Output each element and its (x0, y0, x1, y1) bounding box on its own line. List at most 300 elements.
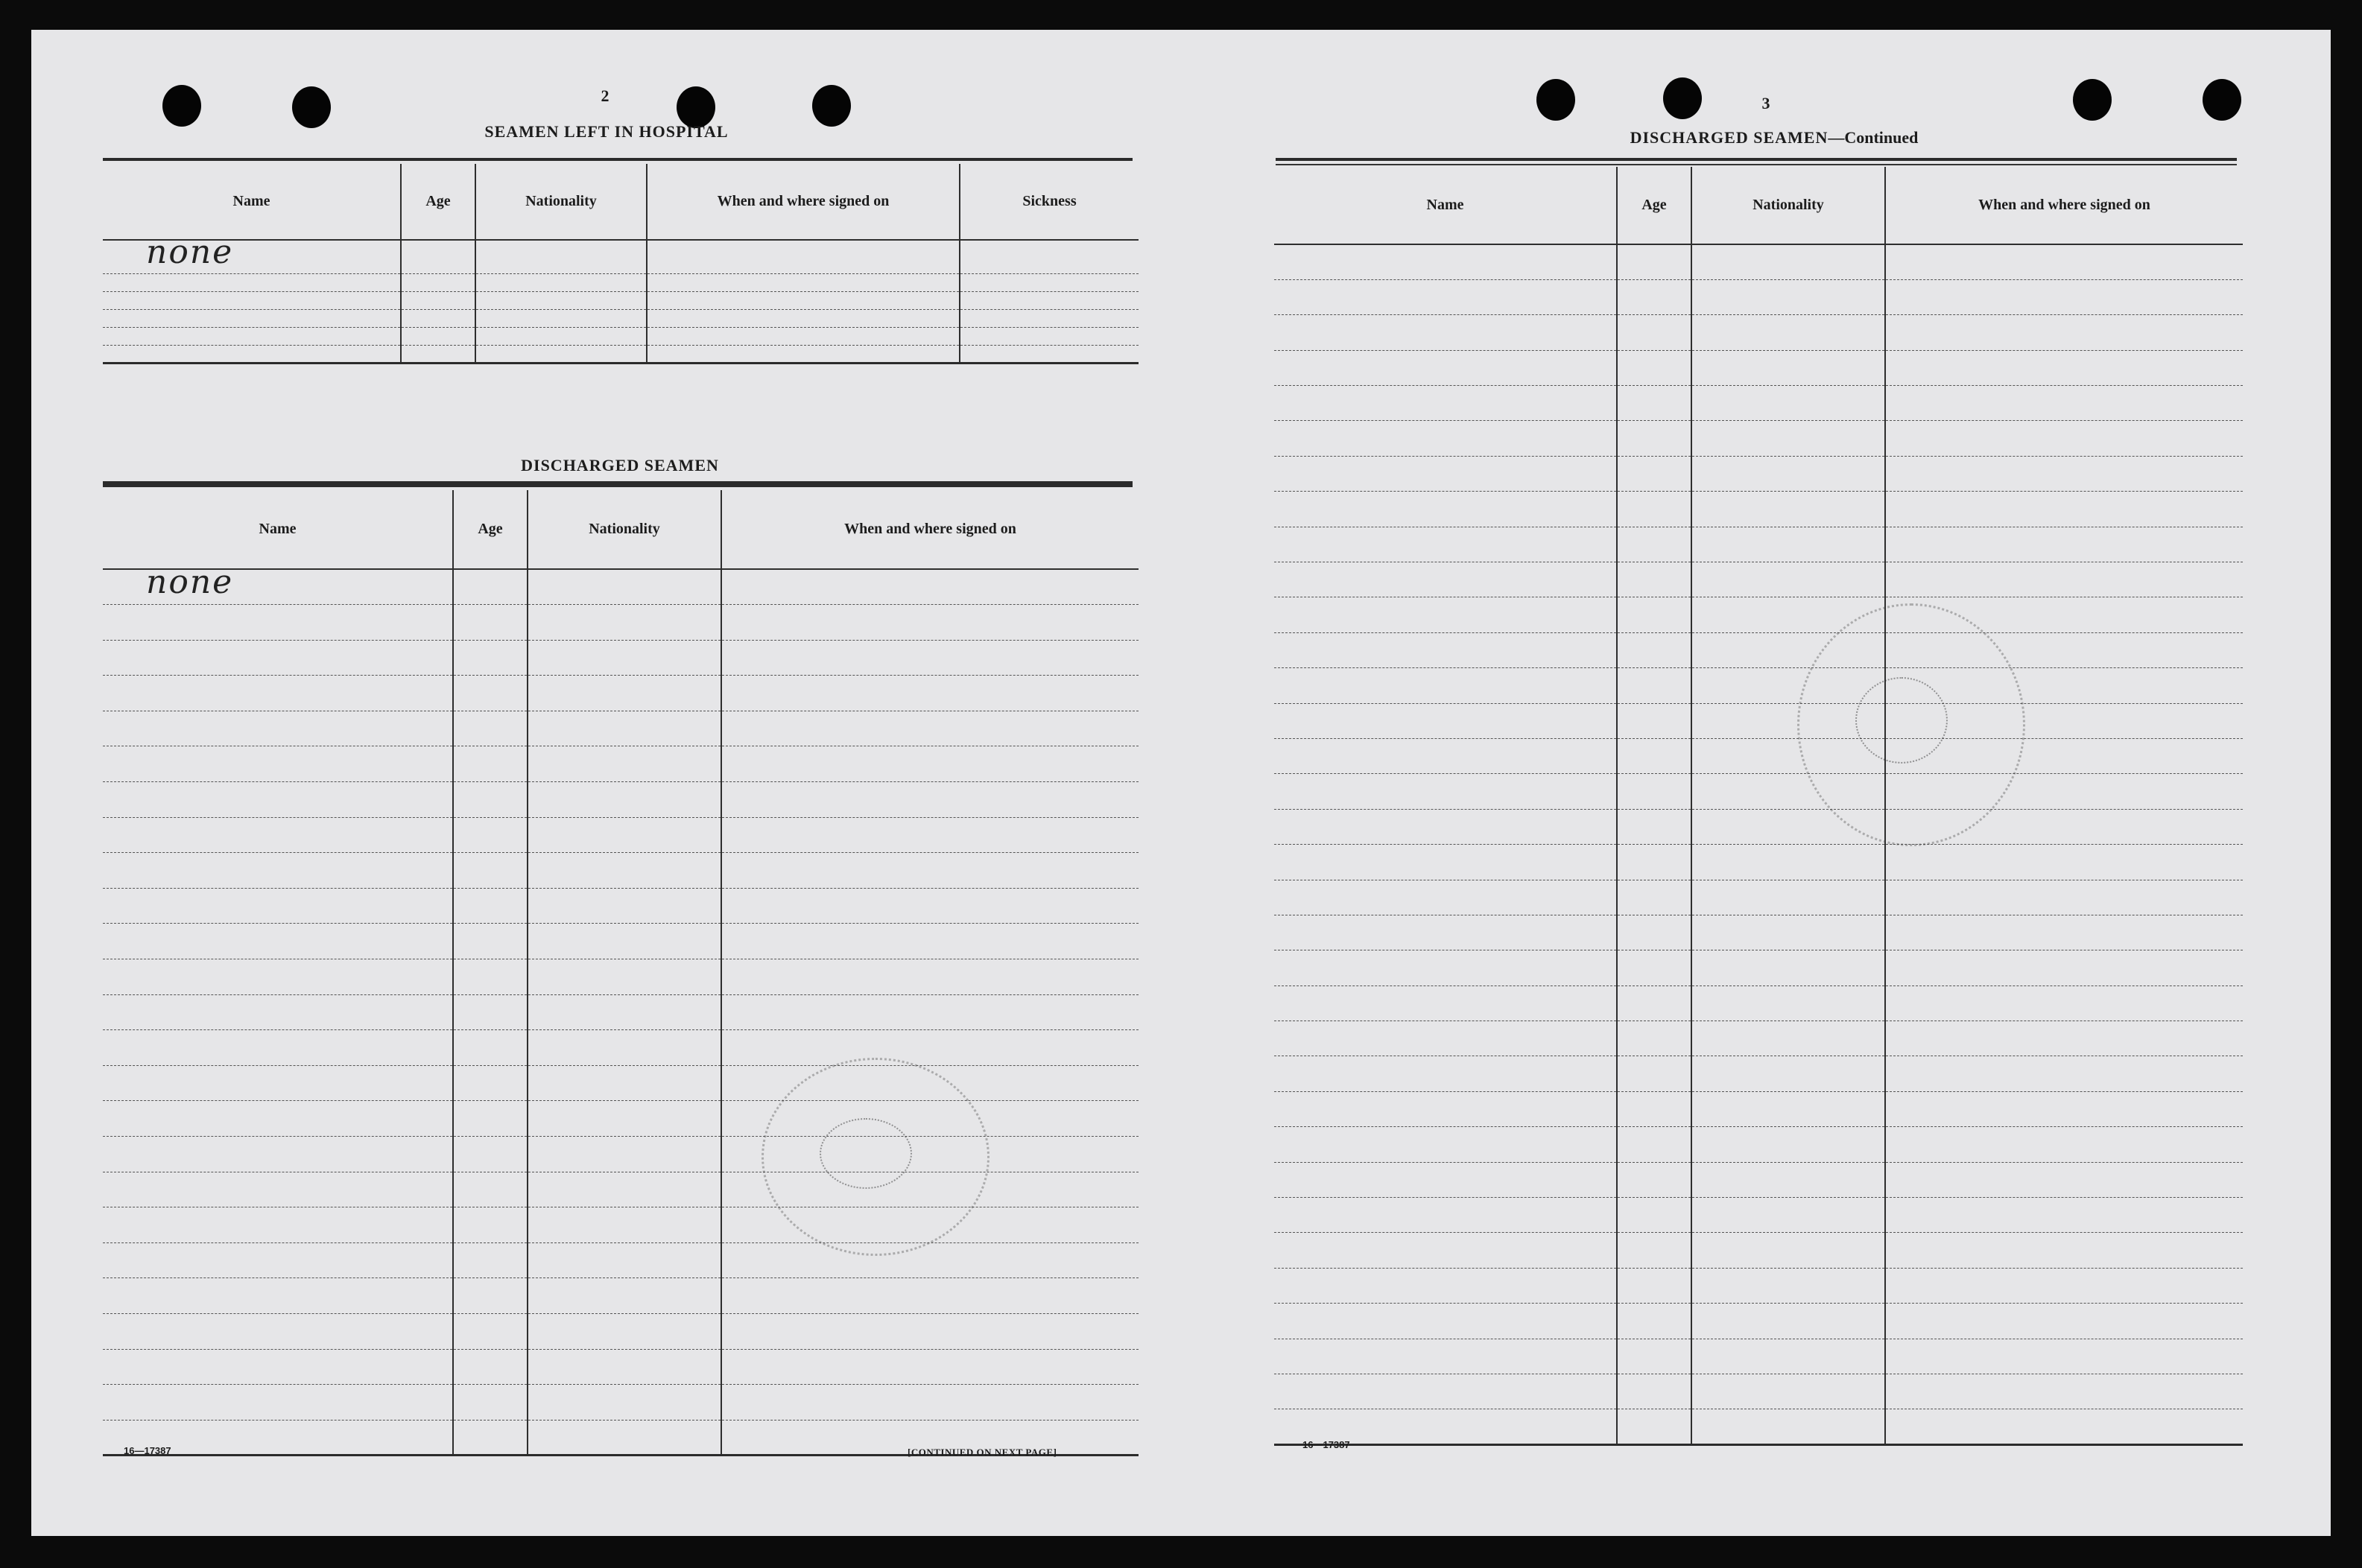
table-cell (1274, 421, 1617, 456)
table-cell (528, 888, 721, 924)
table-cell (1617, 492, 1691, 527)
table-cell (721, 1385, 1139, 1421)
table-cell (103, 1278, 453, 1314)
table-row (1274, 632, 2243, 667)
title-suffix: —Continued (1828, 128, 1919, 147)
page-number: 2 (601, 86, 610, 105)
table-cell (475, 328, 647, 346)
table-cell (528, 782, 721, 818)
table-cell (103, 1065, 453, 1101)
table-cell (721, 711, 1139, 746)
table-cell (453, 853, 528, 889)
discharged-table (1274, 167, 2243, 1446)
table-cell (1885, 562, 2243, 597)
table-cell (1617, 703, 1691, 738)
table-cell (1274, 1162, 1617, 1197)
table-cell (1274, 1304, 1617, 1339)
table-cell (960, 240, 1139, 274)
table-cell (1274, 350, 1617, 385)
table-cell (401, 310, 475, 328)
column-header-signed-on: When and where signed on (1885, 167, 2243, 244)
hospital-table (103, 164, 1139, 364)
table-row (103, 1207, 1139, 1243)
punch-hole-icon (1663, 77, 1702, 119)
table-cell (1617, 668, 1691, 703)
table-cell (103, 1313, 453, 1349)
table-cell (103, 310, 401, 328)
table-cell (1274, 1021, 1617, 1056)
table-row (103, 640, 1139, 676)
table-cell (1617, 1091, 1691, 1126)
table-cell (1617, 1339, 1691, 1374)
table-row (1274, 738, 2243, 773)
table-cell (1885, 527, 2243, 562)
punch-hole-icon (292, 86, 331, 128)
table-row (1274, 315, 2243, 350)
table-row (1274, 386, 2243, 421)
table-cell (647, 274, 960, 292)
table-cell (1691, 1339, 1885, 1374)
table-cell (1885, 1233, 2243, 1268)
table-cell (1274, 597, 1617, 632)
table-cell (647, 328, 960, 346)
table-cell (721, 888, 1139, 924)
table-row (1274, 1268, 2243, 1303)
table-cell (1691, 492, 1885, 527)
table-cell (528, 1385, 721, 1421)
table-cell (647, 346, 960, 364)
table-cell (1617, 1268, 1691, 1303)
table-cell (721, 605, 1139, 641)
table-cell (453, 1137, 528, 1172)
table-cell (960, 292, 1139, 310)
table-cell (528, 924, 721, 959)
table-cell (1691, 880, 1885, 915)
table-cell (721, 569, 1139, 605)
table-cell (1691, 527, 1885, 562)
table-cell (1274, 950, 1617, 985)
table-cell (1617, 632, 1691, 667)
table-cell (647, 310, 960, 328)
table-cell (103, 1137, 453, 1172)
table-cell (528, 1278, 721, 1314)
table-cell (1885, 880, 2243, 915)
table-row (1274, 950, 2243, 985)
scanned-document (31, 30, 2331, 1536)
table-row (1274, 809, 2243, 844)
table-cell (1274, 632, 1617, 667)
table-row (103, 274, 1139, 292)
table-cell (103, 233, 401, 274)
table-cell (528, 640, 721, 676)
table-cell (103, 640, 453, 676)
table-cell (528, 569, 721, 605)
table-row (1274, 597, 2243, 632)
hospital-top-rule (103, 158, 1133, 161)
table-cell (1274, 985, 1617, 1021)
table-row (1274, 1409, 2243, 1444)
table-cell (103, 328, 401, 346)
table-cell (103, 605, 453, 641)
table-cell (453, 1030, 528, 1066)
punch-hole-icon (2073, 79, 2112, 121)
table-cell (1691, 1304, 1885, 1339)
table-cell (1691, 421, 1885, 456)
table-row (1274, 492, 2243, 527)
column-header-nationality: Nationality (1691, 167, 1885, 244)
handwritten-entry: none (146, 563, 234, 602)
table-cell (1885, 350, 2243, 385)
table-cell (1885, 1268, 2243, 1303)
table-cell (453, 1313, 528, 1349)
table-cell (1691, 1162, 1885, 1197)
column-header-nationality: Nationality (528, 490, 721, 569)
table-cell (103, 1172, 453, 1207)
table-cell (528, 959, 721, 995)
table-cell (1885, 1409, 2243, 1444)
table-cell (1617, 880, 1691, 915)
table-row (103, 924, 1139, 959)
table-cell (1617, 1127, 1691, 1162)
table-cell (721, 1349, 1139, 1385)
table-cell (1691, 1409, 1885, 1444)
table-cell (528, 1101, 721, 1137)
faded-stamp-icon (762, 1058, 990, 1256)
table-cell (721, 1278, 1139, 1314)
discharged-top-rule (1276, 158, 2237, 161)
table-cell (528, 994, 721, 1030)
table-cell (1617, 950, 1691, 985)
table-cell (528, 746, 721, 782)
table-row (1274, 703, 2243, 738)
table-row (1274, 244, 2243, 279)
discharged-table (103, 490, 1139, 1456)
table-cell (528, 853, 721, 889)
table-cell (721, 1242, 1139, 1278)
table-cell (1691, 1233, 1885, 1268)
table-cell (528, 1065, 721, 1101)
table-row (103, 853, 1139, 889)
table-cell (1691, 1021, 1885, 1056)
table-row (103, 711, 1139, 746)
table-cell (1691, 1091, 1885, 1126)
table-cell (528, 1137, 721, 1172)
form-number: 16—17387 (1302, 1439, 1350, 1450)
table-cell (1691, 456, 1885, 491)
table-cell (103, 782, 453, 818)
table-row (103, 569, 1139, 605)
hospital-section-title: SEAMEN LEFT IN HOSPITAL (484, 122, 729, 141)
table-cell (1885, 950, 2243, 985)
table-row (1274, 1021, 2243, 1056)
table-cell (1617, 1374, 1691, 1409)
table-cell (1885, 985, 2243, 1021)
table-cell (960, 310, 1139, 328)
page-2 (31, 30, 1179, 1536)
table-row (103, 1030, 1139, 1066)
table-cell (453, 746, 528, 782)
table-cell (1617, 738, 1691, 773)
table-cell (1691, 562, 1885, 597)
table-cell (453, 569, 528, 605)
table-cell (1885, 1374, 2243, 1409)
table-cell (1885, 244, 2243, 279)
table-cell (1691, 1374, 1885, 1409)
table-cell (1691, 1127, 1885, 1162)
hospital-table-rows (103, 233, 1139, 364)
table-cell (1617, 985, 1691, 1021)
table-cell (103, 711, 453, 746)
table-cell (721, 994, 1139, 1030)
table-cell (103, 994, 453, 1030)
table-row (1274, 1374, 2243, 1409)
table-row (1274, 456, 2243, 491)
table-row (1274, 985, 2243, 1021)
table-cell (1885, 915, 2243, 950)
table-cell (1274, 315, 1617, 350)
table-cell (1885, 1056, 2243, 1091)
table-cell (1617, 386, 1691, 421)
table-cell (453, 1420, 528, 1456)
table-row (103, 328, 1139, 346)
column-header-sickness: Sickness (960, 164, 1139, 240)
table-row (103, 994, 1139, 1030)
table-cell (1617, 845, 1691, 880)
table-row (103, 310, 1139, 328)
table-cell (1617, 350, 1691, 385)
table-cell (1885, 1021, 2243, 1056)
table-cell (721, 924, 1139, 959)
table-cell (103, 1349, 453, 1385)
table-cell (103, 1207, 453, 1243)
table-cell (528, 711, 721, 746)
table-cell (103, 292, 401, 310)
table-cell (401, 274, 475, 292)
table-cell (1885, 386, 2243, 421)
table-row (1274, 279, 2243, 314)
table-cell (1274, 527, 1617, 562)
table-cell (1885, 1162, 2243, 1197)
table-cell (1885, 421, 2243, 456)
column-header-age: Age (453, 490, 528, 569)
table-row (1274, 1127, 2243, 1162)
table-row (1274, 1162, 2243, 1197)
table-cell (1617, 774, 1691, 809)
table-cell (103, 563, 453, 605)
discharged-top-rule-inner (1276, 164, 2237, 165)
handwritten-entry: none (146, 233, 234, 271)
table-cell (1274, 1056, 1617, 1091)
table-cell (1274, 738, 1617, 773)
table-cell (103, 346, 401, 364)
discharged-table-rows (1274, 244, 2243, 1444)
table-cell (1274, 1127, 1617, 1162)
table-cell (1617, 1021, 1691, 1056)
column-header-name: Name (103, 490, 453, 569)
table-cell (1885, 1127, 2243, 1162)
discharged-top-rule (103, 484, 1133, 487)
table-cell (475, 240, 647, 274)
table-row (103, 605, 1139, 641)
table-cell (401, 328, 475, 346)
table-cell (453, 1101, 528, 1137)
page-3 (1179, 30, 2331, 1536)
table-row (103, 817, 1139, 853)
table-cell (103, 959, 453, 995)
table-cell (1885, 279, 2243, 314)
table-row (103, 240, 1139, 274)
column-header-name: Name (1274, 167, 1617, 244)
column-header-age: Age (1617, 167, 1691, 244)
table-cell (1691, 279, 1885, 314)
table-row (1274, 774, 2243, 809)
table-cell (453, 1349, 528, 1385)
table-cell (721, 1030, 1139, 1066)
table-cell (1274, 845, 1617, 880)
table-row (1274, 668, 2243, 703)
table-cell (103, 676, 453, 711)
table-cell (528, 1242, 721, 1278)
table-cell (1691, 845, 1885, 880)
punch-hole-icon (162, 85, 201, 127)
discharged-continued-title (1630, 128, 1919, 147)
table-row (1274, 1339, 2243, 1374)
table-cell (103, 274, 401, 292)
table-cell (1274, 279, 1617, 314)
table-cell (453, 1207, 528, 1243)
table-cell (647, 240, 960, 274)
table-cell (528, 1172, 721, 1207)
table-row (1274, 527, 2243, 562)
table-cell (453, 1385, 528, 1421)
table-cell (1617, 915, 1691, 950)
discharged-section-title: DISCHARGED SEAMEN (521, 456, 719, 474)
table-cell (1885, 456, 2243, 491)
table-cell (1617, 1198, 1691, 1233)
table-cell (103, 746, 453, 782)
table-cell (1274, 244, 1617, 279)
table-cell (1617, 1162, 1691, 1197)
table-cell (1274, 668, 1617, 703)
table-cell (475, 274, 647, 292)
table-cell (1274, 703, 1617, 738)
punch-hole-icon (1536, 79, 1575, 121)
table-cell (1274, 880, 1617, 915)
table-row (103, 676, 1139, 711)
table-cell (103, 1101, 453, 1137)
table-cell (528, 1420, 721, 1456)
table-cell (1274, 1091, 1617, 1126)
table-row (103, 1278, 1139, 1314)
table-cell (528, 1030, 721, 1066)
table-cell (475, 292, 647, 310)
table-cell (721, 746, 1139, 782)
table-cell (960, 346, 1139, 364)
table-cell (1617, 421, 1691, 456)
table-cell (1274, 1339, 1617, 1374)
table-cell (1274, 915, 1617, 950)
table-cell (528, 1313, 721, 1349)
table-row (1274, 350, 2243, 385)
punch-hole-icon (2203, 79, 2241, 121)
table-row (103, 1385, 1139, 1421)
table-cell (721, 853, 1139, 889)
table-row (1274, 1198, 2243, 1233)
table-cell (1617, 527, 1691, 562)
table-cell (1885, 1339, 2243, 1374)
column-header-name: Name (103, 164, 401, 240)
table-cell (1691, 1198, 1885, 1233)
table-cell (528, 1207, 721, 1243)
table-cell (1691, 1056, 1885, 1091)
table-row (1274, 1056, 2243, 1091)
table-cell (1617, 315, 1691, 350)
table-row (103, 888, 1139, 924)
table-cell (647, 292, 960, 310)
table-cell (1885, 1091, 2243, 1126)
table-row (103, 959, 1139, 995)
table-cell (721, 1313, 1139, 1349)
column-header-nationality: Nationality (475, 164, 647, 240)
table-cell (453, 676, 528, 711)
table-row (103, 1065, 1139, 1101)
table-row (1274, 1091, 2243, 1126)
title-text: DISCHARGED SEAMEN (1630, 128, 1829, 147)
table-cell (453, 959, 528, 995)
table-row (103, 1242, 1139, 1278)
table-cell (1691, 950, 1885, 985)
table-cell (453, 994, 528, 1030)
table-cell (1617, 1056, 1691, 1091)
table-row (103, 1313, 1139, 1349)
table-cell (1274, 456, 1617, 491)
table-row (1274, 1304, 2243, 1339)
table-cell (1691, 350, 1885, 385)
discharged-table-rows (103, 563, 1139, 1456)
table-cell (1617, 562, 1691, 597)
table-cell (453, 1065, 528, 1101)
table-row (1274, 845, 2243, 880)
table-cell (401, 240, 475, 274)
table-cell (453, 924, 528, 959)
table-cell (453, 605, 528, 641)
table-cell (453, 782, 528, 818)
table-cell (475, 346, 647, 364)
table-row (1274, 915, 2243, 950)
table-cell (1274, 562, 1617, 597)
table-cell (528, 605, 721, 641)
table-row (103, 292, 1139, 310)
column-header-age: Age (401, 164, 475, 240)
table-cell (103, 888, 453, 924)
table-row (103, 746, 1139, 782)
table-cell (1617, 1409, 1691, 1444)
table-row (1274, 421, 2243, 456)
table-cell (1617, 456, 1691, 491)
table-cell (103, 1242, 453, 1278)
table-cell (1274, 1233, 1617, 1268)
table-cell (453, 1172, 528, 1207)
table-cell (960, 274, 1139, 292)
table-cell (1274, 492, 1617, 527)
table-cell (453, 888, 528, 924)
table-cell (1617, 279, 1691, 314)
table-cell (103, 924, 453, 959)
table-cell (1274, 1374, 1617, 1409)
table-cell (103, 1385, 453, 1421)
page-number: 3 (1761, 94, 1770, 112)
table-row (103, 782, 1139, 818)
